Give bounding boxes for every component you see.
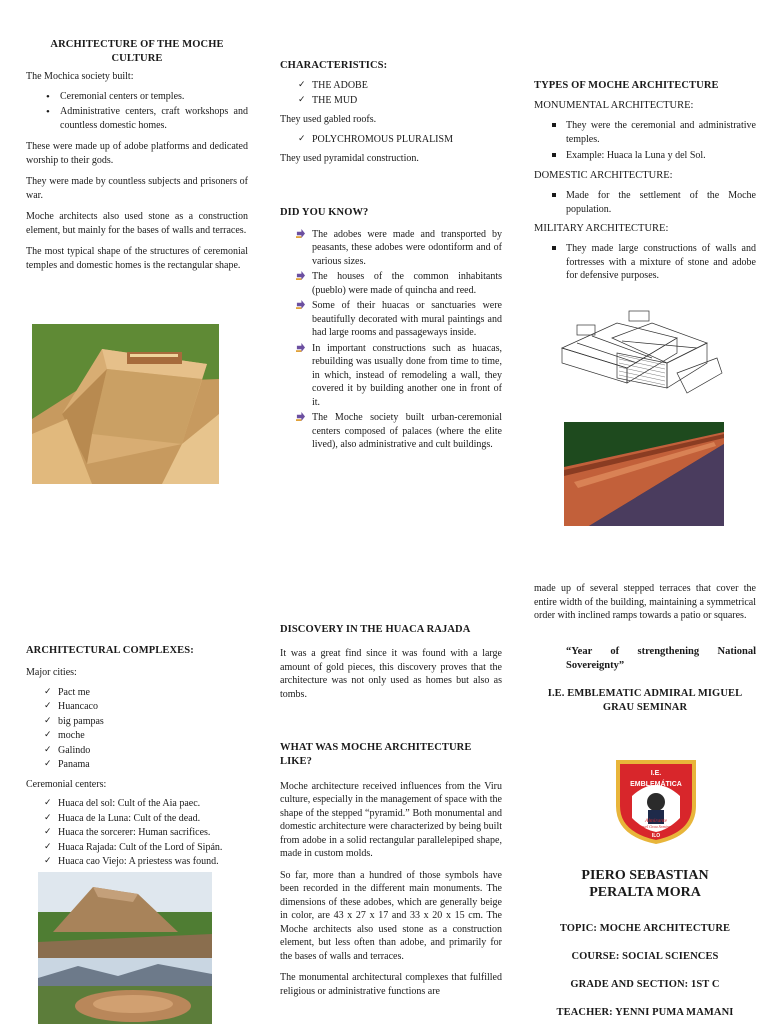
list-item: ✓ Pact me [26, 686, 248, 700]
gabled-text: They used gabled roofs. [280, 114, 377, 126]
column-architecture [26, 38, 248, 280]
column-cover [534, 582, 756, 725]
list-item: ✓ Huancaco [26, 700, 248, 714]
domestic-list [534, 189, 756, 216]
subtitle-domestic: DOMESTIC ARCHITECTURE: [534, 169, 673, 181]
arrow-bullet-icon [296, 412, 305, 421]
school-name: I.E. EMBLEMATIC ADMIRAL MIGUEL GRAU SEMINAR [547, 687, 743, 714]
huaca-photo-drawing [38, 958, 212, 1024]
badge-top-text: I.E. [650, 770, 662, 777]
list-item: • Ceremonial centers or temples. [26, 90, 248, 104]
major-cities-label: Major cities: [26, 667, 77, 679]
paragraph: They were made by countless subjects and prisoners of war. [26, 176, 248, 201]
shield-icon [612, 756, 700, 846]
discovery-text: It was a great find since it was found with a large amount of gold pieces, this discovery proves that the architecture was not only used as homes but also as tombs. [280, 648, 502, 700]
cover-details [534, 868, 756, 1020]
badge-name2-text: Miguel Grau Seminario [636, 824, 676, 829]
paragraph: The most typical shape of the structures of ceremonial temples and domestic homes is the rectangular shape. [26, 246, 248, 271]
section-title-what-was: WHAT WAS MOCHE ARCHITECTURE LIKE? [280, 742, 472, 768]
badge-arc-text: EMBLEMÁTICA [630, 781, 682, 788]
complex-sketch-illustration [557, 303, 724, 410]
materials-list [280, 79, 502, 107]
huaca-photo-bottom [38, 958, 212, 1024]
list-item: ✓ POLYCHROMOUS PLURALISM [280, 133, 502, 147]
subtitle-military: MILITARY ARCHITECTURE: [534, 223, 669, 235]
monumental-list [534, 119, 756, 163]
school-badge [612, 756, 700, 846]
section-title-complexes: ARCHITECTURAL COMPLEXES: [26, 645, 194, 656]
list-item: ✓ THE ADOBE [280, 79, 502, 93]
pyramid-drawing [32, 324, 219, 484]
wall-illustration [564, 422, 724, 526]
course-line: COURSE: SOCIAL SCIENCES [571, 950, 719, 962]
pyramidal-text: They used pyramidal construction. [280, 153, 419, 165]
paragraph: These were made up of adobe platforms and dedicated worship to their gods. [26, 141, 248, 166]
arrow-bullet-icon [296, 271, 305, 280]
list-item: The houses of the common inhabitants (pueblo) were made of quincha and reed. [280, 270, 502, 297]
section-title-types: TYPES OF MOCHE ARCHITECTURE [534, 80, 719, 91]
section-title-did-you-know: DID YOU KNOW? [280, 206, 369, 218]
military-list [534, 242, 756, 283]
year-quote: “Year of strengthening National Sovereignty” [566, 645, 756, 671]
column-discovery [280, 623, 502, 1006]
list-item: They made large constructions of walls and fortresses with a mixture of stone and adobe for defensive purposes. [534, 242, 756, 283]
huaca-photo-drawing [38, 872, 212, 958]
list-item: ✓ Panama [26, 758, 248, 772]
ceremonial-centers-label: Ceremonial centers: [26, 778, 107, 790]
continuation-text: made up of several stepped terraces that cover the entire width of the building, maintaining a symmetrical order with inclined ramps towards a patio or squares. [534, 583, 756, 621]
sketch-drawing [557, 303, 724, 410]
list-item: • Administrative centers, craft workshops and countless domestic homes. [26, 105, 248, 132]
teacher-line: TEACHER: YENNI PUMA MAMANI [556, 1007, 734, 1019]
list-item: ✓ Galindo [26, 744, 248, 758]
list-item: ✓ big pampas [26, 715, 248, 729]
grade-line: GRADE AND SECTION: 1ST C [570, 978, 720, 990]
paragraph: The monumental architectural complexes that fulfilled religious or administrative functions are [280, 972, 502, 997]
built-list [26, 90, 248, 133]
list-item: Example: Huaca la Luna y del Sol. [534, 149, 756, 163]
list-item: They were the ceremonial and administrative temples. [534, 119, 756, 146]
list-item: The Moche society built urban-ceremonial centers composed of palaces (where the elite lived), also administrative and cult buildings. [280, 411, 502, 452]
list-item: ✓ Huaca de la Luna: Cult of the dead. [26, 812, 248, 826]
arrow-bullet-icon [296, 229, 305, 238]
section-title-discovery: DISCOVERY IN THE HUACA RAJADA [280, 624, 471, 635]
list-item: ✓ Huaca the sorcerer: Human sacrifices. [26, 826, 248, 840]
topic-line: TOPIC: MOCHE ARCHITECTURE [559, 922, 731, 934]
subtitle-monumental: MONUMENTAL ARCHITECTURE: [534, 100, 694, 112]
list-item: The adobes were made and transported by peasants, these adobes were odontiform and of various sizes. [280, 228, 502, 269]
paragraph: Moche architects also used stone as a construction element, but mainly for the bases of walls and terraces. [26, 211, 248, 236]
pluralism-list [280, 133, 502, 147]
section-title-architecture: ARCHITECTURE OF THE MOCHE CULTURE [50, 39, 224, 65]
list-item: In important constructions such as huacas, rebuilding was usually done from time to time, in which, instead of remodeling a wall, they covered it by building another one in front of it. [280, 342, 502, 410]
list-item: ✓ Huaca cao Viejo: A priestess was found. [26, 855, 248, 869]
intro-text: The Mochica society built: [26, 71, 134, 83]
list-item: Made for the settlement of the Moche population. [534, 189, 756, 216]
column-characteristics [280, 59, 502, 454]
arrow-bullet-icon [296, 343, 305, 352]
column-types [534, 79, 756, 286]
cities-list [26, 686, 248, 772]
paragraph: So far, more than a hundred of those symbols have been recorded in the different main monuments. The dimensions of these adobes, which are generally beige in color, are 43 x 27 x 17 and 33 x 20 x 15 cm. The Moche architects also used stone as a construction element, but less often than adobe, and primarily for the bases of walls and terraces. [280, 869, 502, 962]
centers-list [26, 797, 248, 869]
badge-name1-text: Almirante [645, 818, 667, 824]
arrow-bullet-icon [296, 300, 305, 309]
did-you-know-list [280, 228, 502, 452]
section-title-characteristics: CHARACTERISTICS: [280, 60, 388, 71]
list-item: ✓ Huaca Rajada: Cult of the Lord of Sipán. [26, 841, 248, 855]
list-item: ✓ moche [26, 729, 248, 743]
list-item: Some of their huacas or sanctuaries were beautifully decorated with mural paintings and had large rooms and passageways inside. [280, 299, 502, 340]
list-item: ✓ Huaca del sol: Cult of the Aia paec. [26, 797, 248, 811]
paragraph: Moche architecture received influences from the Viru culture, especially in the management of space with the shape of the stepped “pyramid.” Both monumental and domestic architecture were characterized by being built from adobe in a solid rectangular parallelepiped shape, made in custom molds. [280, 780, 502, 860]
list-item: ✓ THE MUD [280, 94, 502, 108]
student-name: PIERO SEBASTIAN PERALTA MORA [581, 868, 709, 900]
column-complexes [26, 644, 248, 870]
wall-drawing [564, 422, 724, 526]
huaca-photo-top [38, 872, 212, 958]
pyramid-illustration [32, 324, 219, 484]
badge-city-text: ILO [651, 833, 661, 839]
